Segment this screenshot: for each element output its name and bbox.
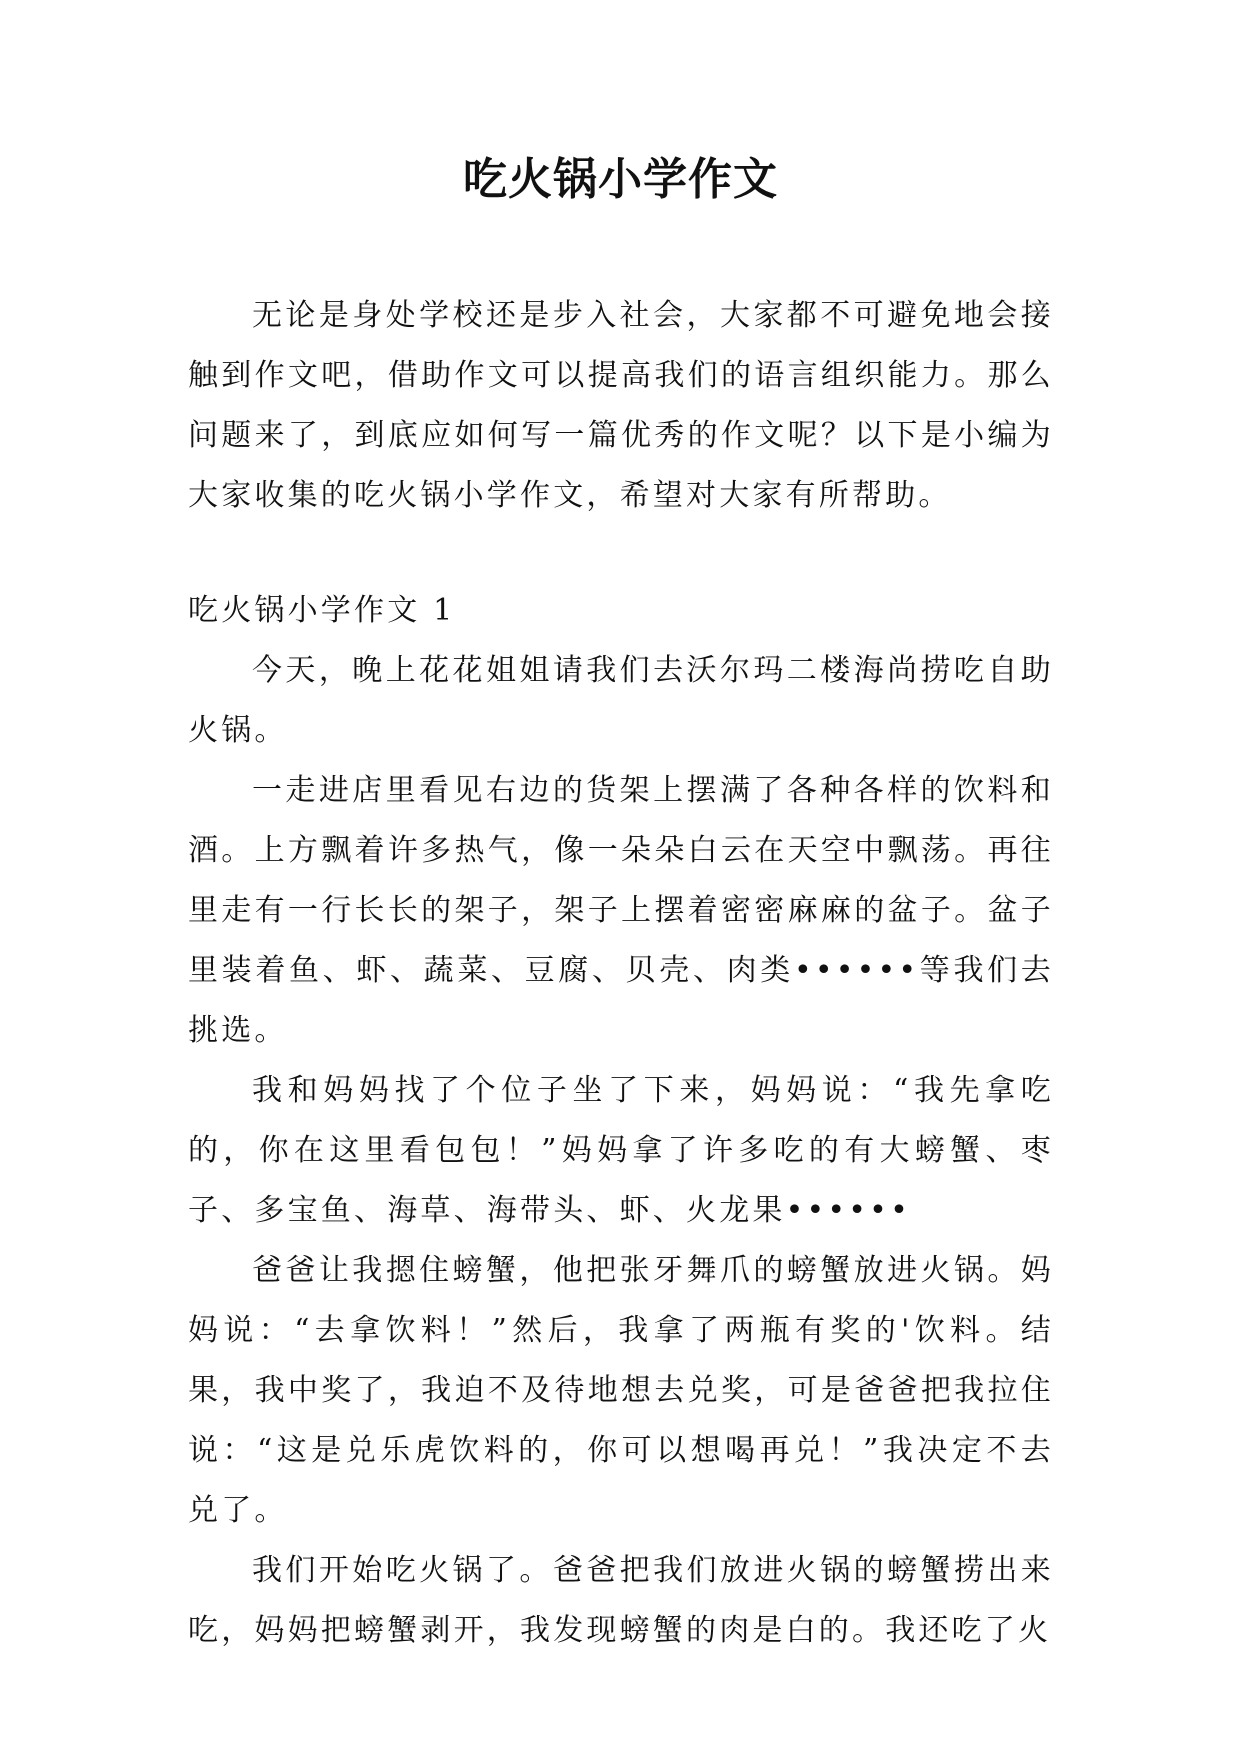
body-paragraph: 今天，晚上花花姐姐请我们去沃尔玛二楼海尚捞吃自助火锅。 (188, 653, 1054, 748)
document-body (188, 286, 1054, 1661)
body-paragraph: 我和妈妈找了个位子坐了下来，妈妈说：“我先拿吃的，你在这里看包包！”妈妈拿了许多吃的有大螃蟹、枣子、多宝鱼、海草、海带头、虾、火龙果•••••• (188, 1073, 1054, 1228)
intro-paragraph: 无论是身处学校还是步入社会，大家都不可避免地会接触到作文吧，借助作文可以提高我们的语言组织能力。那么问题来了，到底应如何写一篇优秀的作文呢？以下是小编为大家收集的吃火锅小学作文，希望对大家有所帮助。 (188, 298, 1054, 513)
body-paragraph: 一走进店里看见右边的货架上摆满了各种各样的饮料和酒。上方飘着许多热气，像一朵朵白云在天空中飘荡。再往里走有一行长长的架子，架子上摆着密密麻麻的盆子。盆子里装着鱼、虾、蔬菜、豆腐、贝壳、肉类••••••等我们去挑选。 (188, 773, 1054, 1048)
section-heading: 吃火锅小学作文 1 (188, 593, 456, 628)
document-title: 吃火锅小学作文 (463, 154, 778, 205)
body-paragraph: 我们开始吃火锅了。爸爸把我们放进火锅的螃蟹捞出来吃，妈妈把螃蟹剥开，我发现螃蟹的肉是白的。我还吃了火 (188, 1553, 1054, 1648)
body-paragraph: 爸爸让我摁住螃蟹，他把张牙舞爪的螃蟹放进火锅。妈妈说：“去拿饮料！”然后，我拿了两瓶有奖的'饮料。结果，我中奖了，我迫不及待地想去兑奖，可是爸爸把我拉住说：“这是兑乐虎饮料的，你可以想喝再兑！”我决定不去兑了。 (188, 1253, 1054, 1528)
